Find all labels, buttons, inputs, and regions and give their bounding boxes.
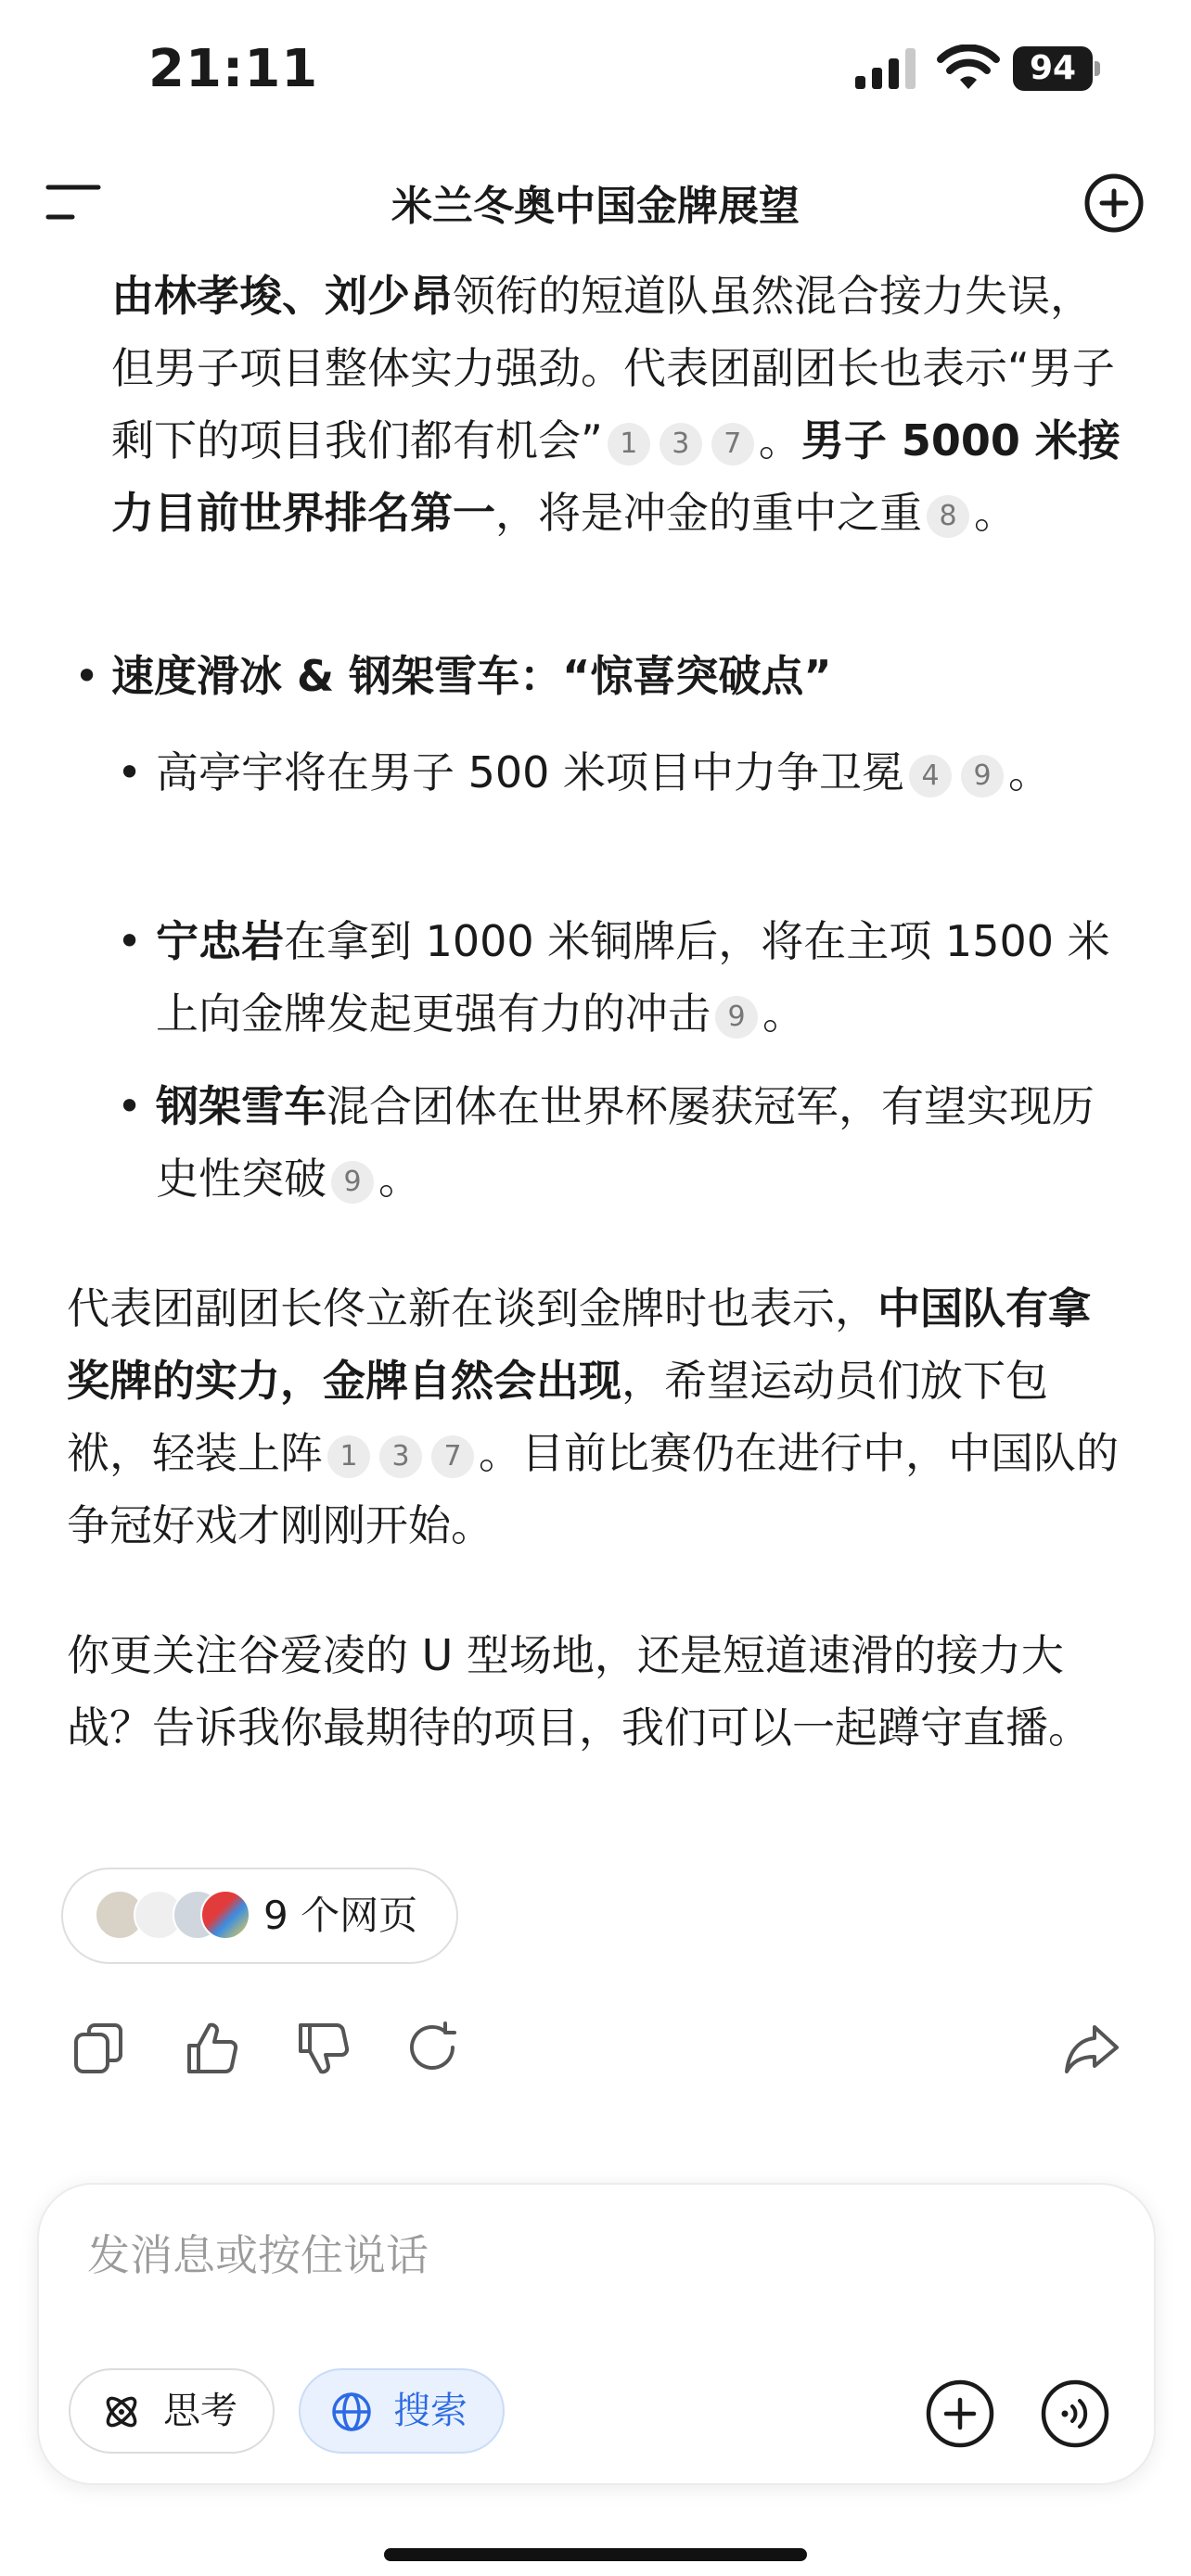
sources-count-label: 9 个网页	[263, 1893, 418, 1938]
message-composer	[37, 2183, 1156, 2485]
wifi-icon	[937, 45, 1000, 91]
search-toggle-button[interactable]	[299, 2368, 505, 2454]
page-title: 米兰冬奥中国金牌展望	[391, 183, 800, 230]
battery-level: 94	[1013, 46, 1093, 91]
citation-badge[interactable]: 9	[961, 755, 1004, 797]
thumbs-up-icon[interactable]	[182, 2020, 239, 2077]
citation-badge[interactable]: 4	[909, 755, 952, 797]
citation-badge[interactable]: 9	[331, 1161, 374, 1204]
citation-badge[interactable]: 9	[715, 996, 758, 1039]
think-toggle-button[interactable]	[69, 2368, 275, 2454]
home-indicator[interactable]	[384, 2548, 807, 2561]
list-item: 高亭宇将在男子 500 米项目中力争卫冕 4 9 。	[156, 747, 1052, 797]
citation-badge[interactable]: 7	[711, 423, 754, 465]
citation-badge[interactable]: 8	[927, 495, 969, 538]
citation-badge[interactable]: 1	[327, 1435, 370, 1478]
status-time: 21:11	[148, 39, 319, 99]
list-item: 宁忠岩在拿到 1000 米铜牌后，将在主项 1500 米上向金牌发起更强有力的冲击 9 。	[156, 916, 1110, 1039]
new-chat-button[interactable]	[1083, 172, 1145, 234]
citation-badge[interactable]: 7	[431, 1435, 474, 1478]
source-favicon-icon	[200, 1890, 250, 1940]
search-label: 搜索	[393, 2390, 467, 2432]
message-input[interactable]	[85, 2222, 1017, 2289]
add-attachment-button[interactable]	[924, 2378, 996, 2450]
voice-call-button[interactable]	[1039, 2378, 1111, 2450]
citation-badge[interactable]: 3	[379, 1435, 422, 1478]
summary-paragraph: 代表团副团长佟立新在谈到金牌时也表示，中国队有拿奖牌的实力，金牌自然会出现，希望运动员们放下包袱，轻装上阵 1 3 7 。目前比赛仍在进行中，中国队的争冠好戏才刚刚开始。	[67, 1283, 1119, 1550]
section-heading: 速度滑冰 & 钢架雪车：“惊喜突破点”	[111, 651, 832, 701]
atom-icon	[100, 2391, 143, 2433]
sources-button[interactable]	[61, 1868, 458, 1964]
thumbs-down-icon[interactable]	[293, 2020, 351, 2077]
cellular-signal-icon	[855, 48, 916, 89]
share-icon[interactable]	[1063, 2020, 1121, 2077]
battery-indicator	[1013, 46, 1102, 91]
citation-badge[interactable]: 3	[660, 423, 702, 465]
bullet-dot: •	[117, 1081, 143, 1131]
bullet-dot: •	[74, 651, 100, 701]
bullet-dot: •	[117, 916, 143, 966]
regenerate-icon[interactable]	[404, 2020, 462, 2077]
think-label: 思考	[163, 2390, 237, 2432]
bullet-dot: •	[117, 747, 143, 797]
list-item: 钢架雪车混合团体在世界杯屡获冠军，有望实现历史性突破 9 。	[156, 1081, 1095, 1204]
citation-badge[interactable]: 1	[608, 423, 650, 465]
relay-paragraph: 由林孝埈、刘少昂领衔的短道队虽然混合接力失误，但男子项目整体实力强劲。代表团副团长也表示“男子剩下的项目我们都有机会” 1 3 7 。男子 5000 米接力目前世界排名第一，将是冲金的重中之重 8 。	[111, 271, 1121, 538]
globe-icon	[330, 2391, 373, 2433]
question-paragraph: 你更关注谷爱凌的 U 型场地，还是短道速滑的接力大战？告诉我你最期待的项目，我们可以一起蹲守直播。	[67, 1630, 1091, 1753]
copy-icon[interactable]	[70, 2020, 128, 2077]
